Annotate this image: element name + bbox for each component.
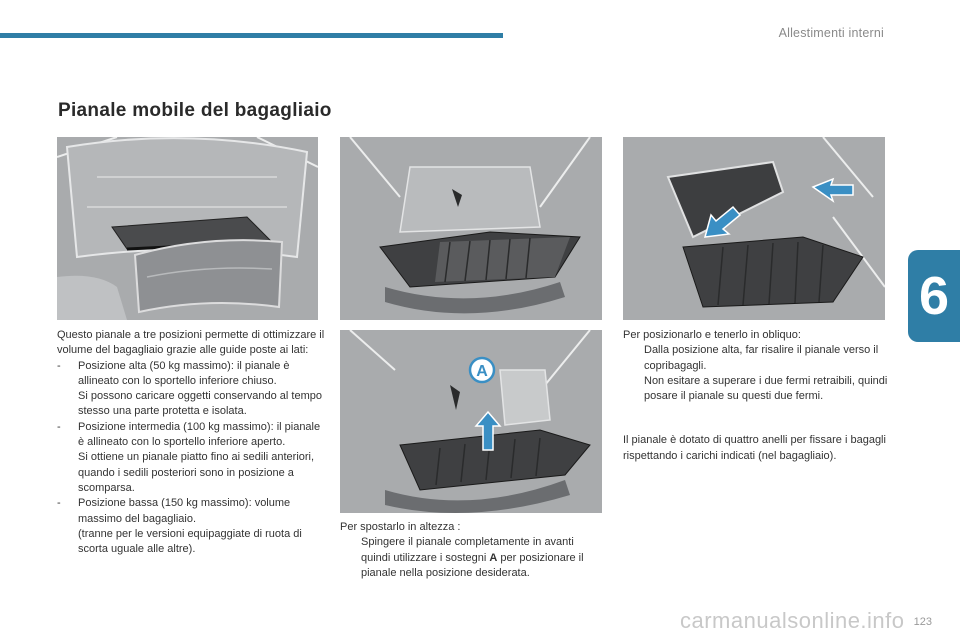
list-item — [57, 359, 325, 420]
section-header: Allestimenti interni — [778, 26, 884, 40]
column-2-text — [340, 520, 600, 581]
col1-intro: Questo pianale a tre posizioni permette di ottimizzare il volume del bagagliaio grazie alle guide poste ai lati: — [57, 329, 325, 357]
item-1-line-2: Si possono caricare oggetti conservando al tempo stesso una parte protetta e isolata. — [78, 390, 322, 418]
item-2-line-1: Posizione intermedia (100 kg massimo): il pianale è allineato con lo sportello inferiore aperto. — [78, 420, 321, 449]
photo-supports-a — [340, 330, 602, 513]
col3-note: Il pianale è dotato di quattro anelli per fissare i bagagli rispettando i carichi indicati (nel bagagliaio). — [623, 434, 886, 462]
photo-intermediate-position — [340, 137, 602, 320]
header-accent-bar — [0, 33, 503, 38]
col3-item-1: Dalla posizione alta, far risalire il pianale verso il copribagagli. — [644, 344, 879, 372]
chapter-tab: 6 — [908, 250, 960, 342]
list-marker: - — [57, 359, 61, 372]
page-title: Pianale mobile del bagagliaio — [58, 100, 332, 121]
list-item — [340, 535, 600, 581]
callout-a-label: A — [476, 363, 488, 380]
photo-high-position — [57, 137, 318, 320]
col3-item-2: Non esitare a superare i due fermi retraibili, quindi posare il pianale su questi due fermi. — [644, 374, 888, 403]
item-1-line-1: Posizione alta (50 kg massimo): il pianale è allineato con lo sportello inferiore chiuso. — [78, 359, 290, 387]
callout-a-badge — [470, 358, 494, 382]
column-1-text — [57, 328, 325, 557]
list-marker: - — [57, 420, 61, 433]
list-item — [57, 496, 325, 557]
list-item — [57, 420, 325, 496]
col3-intro: Per posizionarlo e tenerlo in obliquo: — [623, 329, 801, 341]
column-3-text — [623, 328, 888, 464]
col2-intro: Per spostarlo in altezza : — [340, 521, 461, 533]
item-3-line-2: (tranne per le versioni equipaggiate di ruota di scorta uguale alle altre). — [78, 527, 302, 556]
photo-oblique-position — [623, 137, 885, 320]
watermark: carmanualsonline.info — [680, 608, 905, 633]
item-2-line-2: Si ottiene un pianale piatto fino ai sedili anteriori, quando i sedili posteriori sono in posizione a scomparsa. — [78, 451, 315, 494]
list-item — [623, 374, 888, 405]
col2-step: Spingere il pianale completamente in avanti quindi utilizzare i sostegni A per posizionare il pianale nella posizione desiderata. — [361, 536, 584, 579]
item-3-line-1: Posizione bassa (150 kg massimo): volume massimo del bagagliaio. — [78, 497, 291, 525]
list-item — [623, 343, 888, 374]
list-marker: - — [57, 497, 61, 510]
page-number: 123 — [913, 616, 932, 628]
